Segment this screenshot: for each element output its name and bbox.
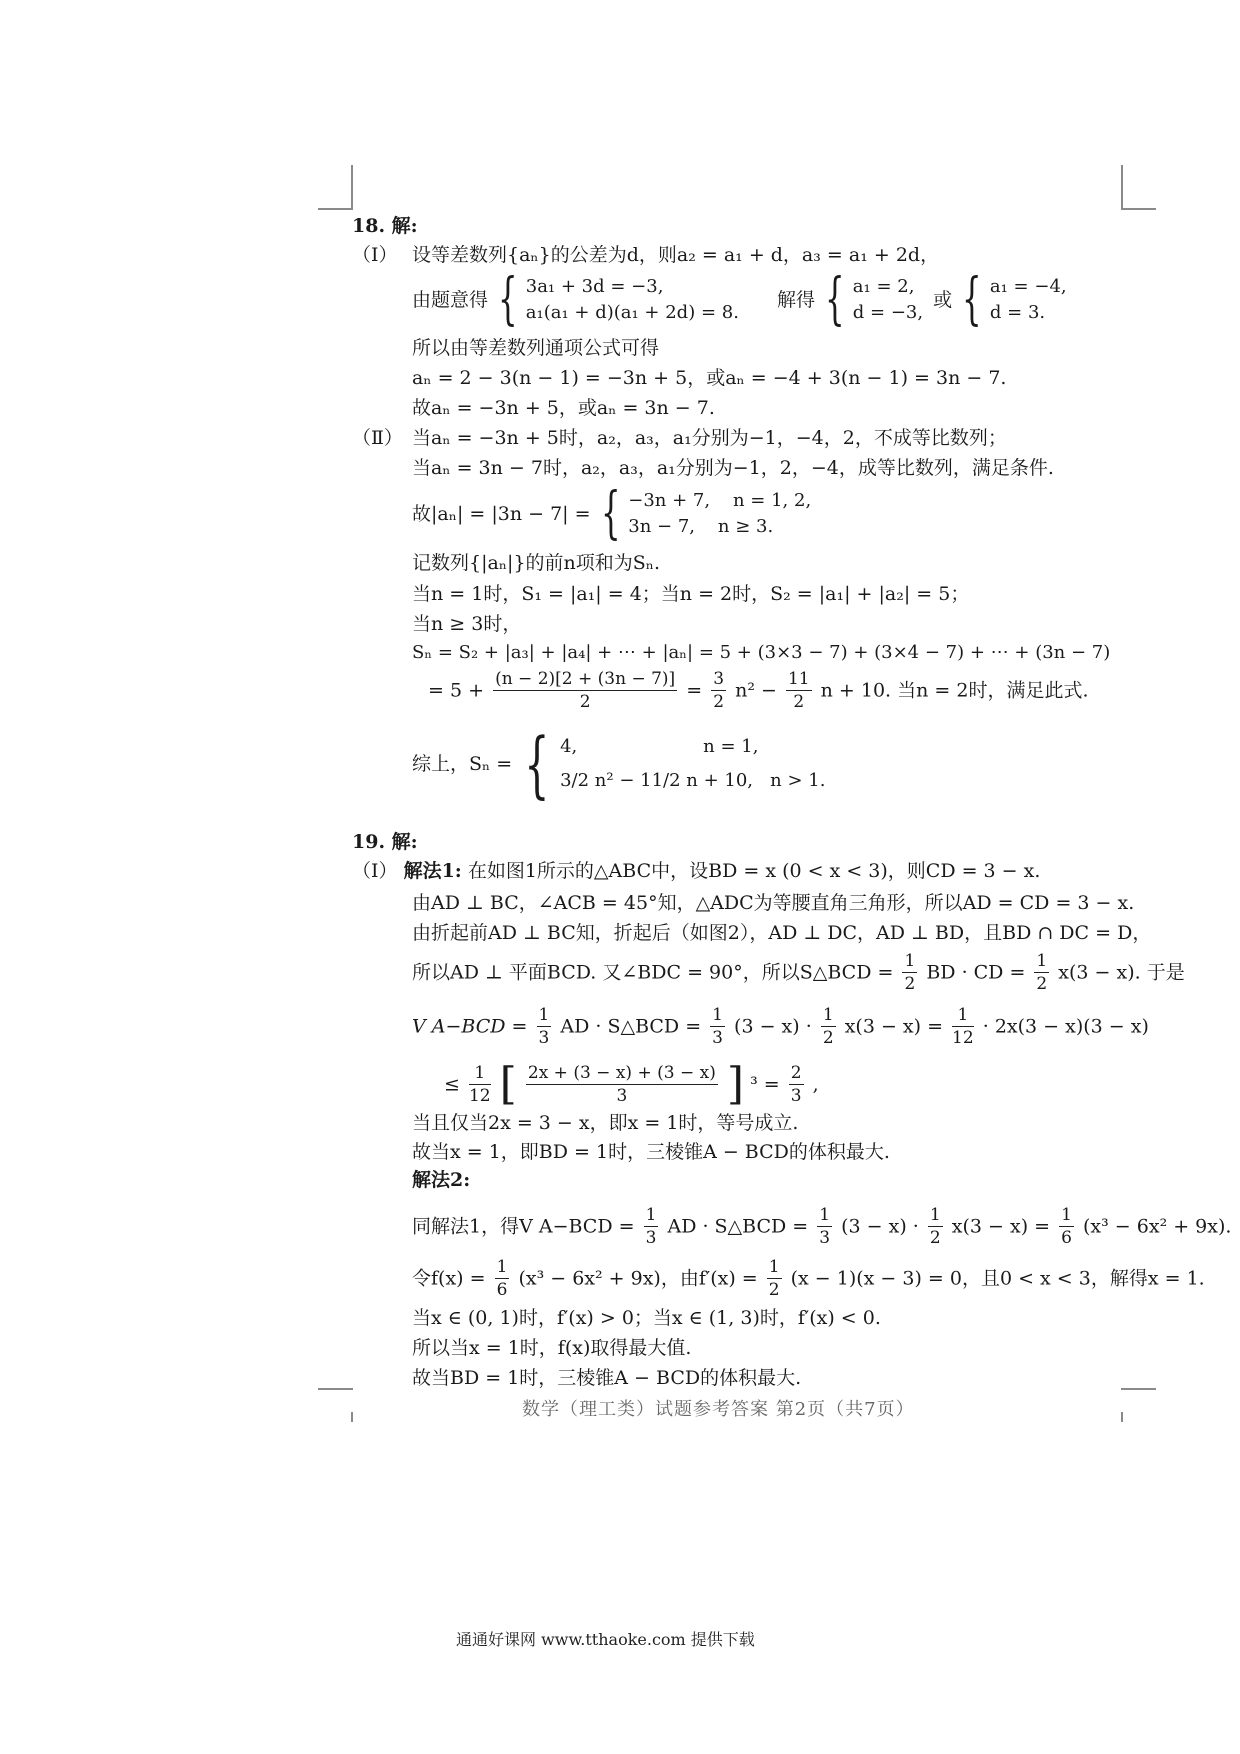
q18-p2-line-2: 当aₙ = 3n − 7时，a₂，a₃，a₁分别为−1，2，−4，成等比数列，满足条件. xyxy=(412,457,1054,479)
q19-line-11: 当x ∈ (0, 1)时，f′(x) > 0；当x ∈ (1, 3)时，f′(x) < 0. xyxy=(412,1307,881,1329)
denominator: 2 xyxy=(822,1028,834,1048)
denominator: 2 xyxy=(1036,974,1048,994)
numerator: 1 xyxy=(1061,1205,1072,1225)
fraction-half xyxy=(902,950,917,995)
corner-mark-top-right-v xyxy=(1121,165,1123,210)
q19-l6-post: ³ = xyxy=(750,1073,780,1096)
q19-l5-a: AD · S△BCD = xyxy=(560,1015,702,1038)
q18-p2-line-7: Sₙ = S₂ + |a₃| + |a₄| + ⋯ + |aₙ| = 5 + (3×3 − 7) + (3×4 − 7) + ⋯ + (3n − 7) xyxy=(412,642,1111,663)
q18-abs-b: 3n − 7, n ≥ 3. xyxy=(628,516,774,537)
q18-or: 或 xyxy=(933,289,953,311)
q19-l10-b: (x − 1)(x − 3) = 0，且0 < x < 3，解得x = 1. xyxy=(790,1267,1205,1290)
q18-summary-a: 4, n = 1, xyxy=(560,736,759,757)
q18-l8-fraction-3 xyxy=(786,668,812,713)
denominator: 3 xyxy=(790,1086,802,1106)
q18-p2-line-5: 当n = 1时，S₁ = |a₁| = 4；当n = 2时，S₂ = |a₁| + |a₂| = 5； xyxy=(412,583,970,605)
left-brace-icon: { xyxy=(962,267,982,332)
q18-part2-label: （Ⅱ） xyxy=(352,427,403,449)
q18-line-3: 所以由等差数列通项公式可得 xyxy=(412,337,660,359)
q19-line-1 xyxy=(352,859,1040,883)
q18-abs-a: −3n + 7, n = 1, 2, xyxy=(628,490,812,511)
q18-p2-line-8 xyxy=(428,668,1089,713)
q19-l9-a: AD · S△BCD = xyxy=(667,1215,809,1238)
q19-l6-end: , xyxy=(812,1073,819,1096)
corner-mark-bottom-right-h xyxy=(1121,1388,1156,1390)
corner-mark-bottom-left-h xyxy=(318,1388,353,1390)
denominator: 3 xyxy=(616,1086,628,1106)
download-source: 通通好课网 www.tthaoke.com 提供下载 xyxy=(456,1630,755,1649)
fraction-third xyxy=(817,1204,832,1249)
q18-l8-fraction-2 xyxy=(711,668,726,713)
q19-title: 19. 解: xyxy=(352,831,418,853)
fraction-sixth xyxy=(1059,1204,1074,1249)
q18-abs-system xyxy=(628,488,811,540)
q19-l5-d: · 2x(3 − x)(3 − x) xyxy=(982,1015,1149,1038)
q18-title: 18. 解: xyxy=(352,215,418,237)
left-bracket-icon: [ xyxy=(499,1058,517,1110)
q18-summary-b: 3/2 n² − 11/2 n + 10, n > 1. xyxy=(560,770,826,791)
denominator: 3 xyxy=(538,1028,550,1048)
numerator: 1 xyxy=(929,1205,941,1225)
fraction-third xyxy=(710,1004,725,1049)
left-brace-icon: { xyxy=(524,722,550,806)
denominator: 2 xyxy=(768,1280,780,1300)
q18-l8-mid: = xyxy=(686,679,703,702)
q19-line-7: 当且仅当2x = 3 − x，即x = 1时，等号成立. xyxy=(412,1112,799,1134)
numerator: 11 xyxy=(787,669,810,689)
q18-conditions-system xyxy=(526,274,739,326)
fraction-half xyxy=(1034,950,1049,995)
fraction-twelfth xyxy=(952,1004,974,1049)
q18-line-4: aₙ = 2 − 3(n − 1) = −3n + 5，或aₙ = −4 + 3(n − 1) = 3n − 7. xyxy=(412,367,1007,389)
q18-abs-prefix: 故|aₙ| = |3n − 7| = xyxy=(412,503,591,525)
q18-conditions-prefix: 由题意得 xyxy=(412,289,489,311)
q18-part1-label: （Ⅰ） xyxy=(352,244,398,266)
corner-mark-top-left-h xyxy=(318,208,353,210)
q18-sol2-b: d = 3. xyxy=(989,302,1046,323)
fraction-half xyxy=(767,1256,782,1301)
q18-l8-pre: = 5 + xyxy=(428,679,485,702)
q19-line-3: 由折起前AD ⊥ BC知，折起后（如图2），AD ⊥ DC，AD ⊥ BD，且BD ∩ DC = D， xyxy=(412,922,1152,944)
denominator: 2 xyxy=(713,692,725,712)
q19-line-12: 所以当x = 1时，f(x)取得最大值. xyxy=(412,1337,692,1359)
q18-sol1-b: d = −3, xyxy=(852,302,924,323)
left-brace-icon: { xyxy=(600,481,621,546)
q18-line-1: 设等差数列{aₙ}的公差为d，则a₂ = a₁ + d，a₃ = a₁ + 2d， xyxy=(412,244,940,266)
q18-summary xyxy=(412,722,826,806)
q18-solution-2 xyxy=(990,274,1067,326)
numerator: 2 xyxy=(790,1063,802,1083)
fraction-half xyxy=(928,1204,943,1249)
page-footer: 数学（理工类）试题参考答案 第2页（共7页） xyxy=(522,1399,915,1420)
q18-l8-fraction xyxy=(493,668,677,713)
q18-condition-a: 3a₁ + 3d = −3, xyxy=(525,276,664,297)
q19-l9-d: (x³ − 6x² + 9x). xyxy=(1083,1215,1232,1238)
q19-l5-b: (3 − x) · xyxy=(734,1015,812,1038)
q19-l9-c: x(3 − x) = xyxy=(951,1215,1051,1238)
q18-l8-mid2: n² − xyxy=(735,679,777,702)
q18-p2-line-1: 当aₙ = −3n + 5时，a₂，a₃，a₁分别为−1，−4，2，不成等比数列； xyxy=(412,427,1007,449)
fraction-twelfth xyxy=(469,1062,491,1107)
q19-l4-pre: 所以AD ⊥ 平面BCD. 又∠BDC = 90°，所以S△BCD = xyxy=(412,961,894,984)
q19-l9-pre: 同解法1，得V A−BCD = xyxy=(412,1215,635,1238)
q19-method1-label: 解法1: xyxy=(403,860,462,882)
q18-p2-line-6: 当n ≥ 3时， xyxy=(412,613,522,635)
q18-line-5: 故aₙ = −3n + 5，或aₙ = 3n − 7. xyxy=(412,397,715,419)
corner-mark-top-left-v xyxy=(351,165,353,210)
denominator: 2 xyxy=(929,1228,941,1248)
q19-l9-b: (3 − x) · xyxy=(841,1215,919,1238)
q19-l10-a: (x³ − 6x² + 9x)，由f′(x) = xyxy=(518,1267,758,1290)
numerator: 1 xyxy=(768,1257,780,1277)
q19-method2-label: 解法2: xyxy=(412,1169,471,1191)
q19-l4-post: x(3 − x). 于是 xyxy=(1058,961,1185,984)
q19-l6-fraction xyxy=(526,1062,718,1107)
q18-conditions xyxy=(412,267,1067,332)
denominator: 2 xyxy=(904,974,916,994)
denominator: 6 xyxy=(496,1280,508,1300)
fraction-sixth xyxy=(495,1256,510,1301)
denominator: 2 xyxy=(793,692,805,712)
q19-l4-mid: BD · CD = xyxy=(926,961,1026,984)
q19-line-5 xyxy=(412,1004,1149,1049)
q18-summary-system xyxy=(560,730,825,798)
q19-line-13: 故当BD = 1时，三棱锥A − BCD的体积最大. xyxy=(412,1367,802,1389)
q19-line-8: 故当x = 1，即BD = 1时，三棱锥A − BCD的体积最大. xyxy=(412,1141,890,1163)
q19-part1-label: （Ⅰ） xyxy=(352,860,398,882)
denominator: 3 xyxy=(712,1028,723,1048)
q19-line-6 xyxy=(444,1058,819,1110)
fraction-half xyxy=(821,1004,836,1049)
denominator: 6 xyxy=(1061,1228,1072,1248)
denominator: 12 xyxy=(468,1086,491,1106)
left-brace-icon: { xyxy=(498,267,518,332)
q18-solution-1 xyxy=(853,274,923,326)
numerator: 1 xyxy=(822,1005,834,1025)
numerator: 1 xyxy=(496,1257,508,1277)
q18-l8-post: n + 10. 当n = 2时，满足此式. xyxy=(820,679,1089,702)
fraction-third xyxy=(537,1004,552,1049)
numerator: 1 xyxy=(819,1205,831,1225)
numerator: 1 xyxy=(952,1004,974,1027)
q19-l5-pre: V A−BCD = xyxy=(412,1015,528,1038)
q18-sol1-a: a₁ = 2, xyxy=(852,276,915,297)
corner-mark-bottom-left-v xyxy=(351,1412,353,1422)
denominator: 3 xyxy=(645,1228,657,1248)
left-brace-icon: { xyxy=(825,267,845,332)
corner-mark-top-right-h xyxy=(1121,208,1156,210)
q18-abs-cases xyxy=(412,481,812,546)
numerator: 3 xyxy=(713,669,725,689)
q19-line-2: 由AD ⊥ BC，∠ACB = 45°知，△ADC为等腰直角三角形，所以AD = CD = 3 − x. xyxy=(412,892,1135,914)
q19-line-9 xyxy=(412,1204,1231,1249)
q18-sol2-a: a₁ = −4, xyxy=(989,276,1067,297)
denominator: 12 xyxy=(952,1028,974,1048)
numerator: 1 xyxy=(904,951,916,971)
fraction-two-thirds xyxy=(789,1062,804,1107)
numerator: 1 xyxy=(1036,951,1048,971)
corner-mark-bottom-right-v xyxy=(1121,1412,1123,1422)
numerator: 1 xyxy=(538,1005,550,1025)
q18-condition-b: a₁(a₁ + d)(a₁ + 2d) = 8. xyxy=(525,302,739,323)
q19-line-4 xyxy=(412,950,1185,995)
numerator: 2x + (3 − x) + (3 − x) xyxy=(527,1063,716,1083)
denominator: 3 xyxy=(819,1228,831,1248)
numerator: 1 xyxy=(469,1062,491,1085)
denominator: 2 xyxy=(579,692,591,712)
q18-p2-line-4: 记数列{|aₙ|}的前n项和为Sₙ. xyxy=(412,552,661,574)
right-bracket-icon: ] xyxy=(726,1058,745,1110)
q19-l10-pre: 令f(x) = xyxy=(412,1267,486,1290)
numerator: 1 xyxy=(645,1205,657,1225)
q18-solve-prefix: 解得 xyxy=(777,289,816,311)
fraction-third xyxy=(644,1204,659,1249)
q19-line-10 xyxy=(412,1256,1205,1301)
numerator: 1 xyxy=(712,1005,723,1025)
numerator: (n − 2)[2 + (3n − 7)] xyxy=(495,669,676,689)
q19-l1: 在如图1所示的△ABC中，设BD = x (0 < x < 3)，则CD = 3 − x. xyxy=(467,860,1041,882)
q19-l6-pre: ≤ xyxy=(444,1073,460,1096)
q19-l5-c: x(3 − x) = xyxy=(844,1015,943,1038)
q18-summary-prefix: 综上，Sₙ = xyxy=(412,753,513,775)
